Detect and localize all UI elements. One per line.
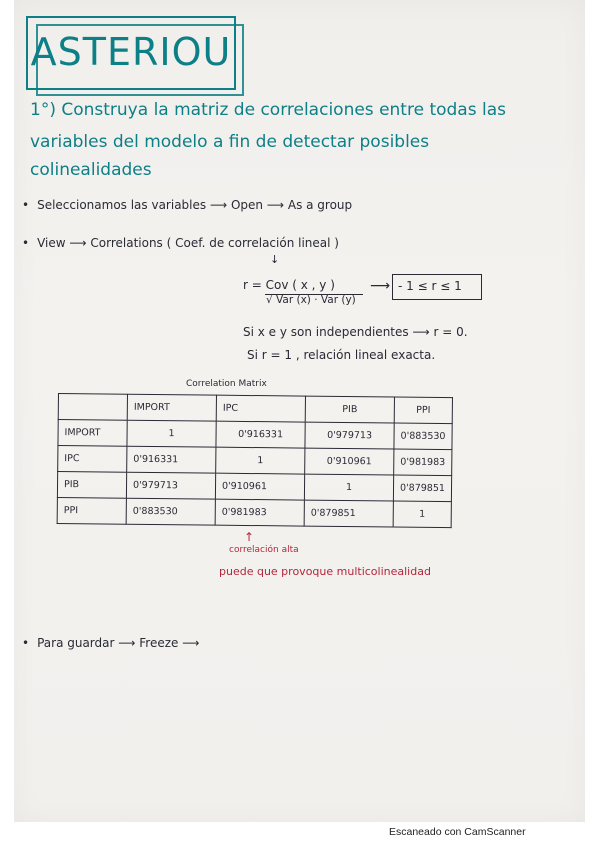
table-cell: 0'879851 <box>393 475 451 502</box>
table-cell: 0'883530 <box>394 423 452 450</box>
table-header-cell: IMPORT <box>127 394 216 421</box>
independence-note: Si x e y son independientes ⟶ r = 0. <box>243 325 468 339</box>
bullet-select-variables: • Seleccionamos las variables ⟶ Open ⟶ As a group <box>22 198 352 212</box>
table-row-label: IPC <box>58 446 127 473</box>
table-cell: 0'910961 <box>215 473 304 500</box>
table-cell: 1 <box>393 501 451 528</box>
bullet-view-correlations: • View ⟶ Correlations ( Coef. de correlación lineal ) <box>22 236 339 250</box>
title-box <box>26 16 236 90</box>
page-title: ASTERIOU <box>30 30 232 74</box>
arrow-up-icon: ↑ <box>244 530 255 544</box>
question-line-3: colinealidades <box>30 160 152 180</box>
table-header-cell: IPC <box>216 395 305 422</box>
arrow-right-icon: ⟶ <box>370 278 391 294</box>
table-header-cell: PIB <box>305 396 394 423</box>
table-row <box>58 420 452 450</box>
table-cell: 0'916331 <box>216 421 305 448</box>
table-cell: 0'910961 <box>305 448 394 475</box>
range-text: - 1 ≤ r ≤ 1 <box>398 279 462 293</box>
table-header-cell: PPI <box>394 397 452 424</box>
table-cell: 0'879851 <box>304 500 393 527</box>
exact-relation-note: Si r = 1 , relación lineal exacta. <box>247 348 436 362</box>
table-cell <box>58 394 127 421</box>
table-header-row <box>58 394 452 424</box>
correlation-table <box>57 393 453 528</box>
table-row <box>57 497 451 527</box>
table-cell: 0'979713 <box>305 422 394 449</box>
table-row-label: PPI <box>57 497 126 524</box>
correlation-matrix-title: Correlation Matrix <box>186 379 267 389</box>
question-line-1: 1°) Construya la matriz de correlaciones entre todas las <box>30 100 506 120</box>
table-cell: 0'883530 <box>126 498 215 525</box>
arrow-down-icon: ↓ <box>270 253 280 266</box>
table-cell: 0'916331 <box>127 446 216 473</box>
bullet-save-freeze: • Para guardar ⟶ Freeze ⟶ <box>22 636 199 650</box>
formula-numerator: r = Cov ( x , y ) <box>243 278 335 292</box>
table-cell: 1 <box>304 474 393 501</box>
multicollinearity-note: puede que provoque multicolinealidad <box>219 565 431 578</box>
formula-denominator: √ Var (x) · Var (y) <box>266 294 356 306</box>
table-cell: 0'981983 <box>215 499 304 526</box>
table-row-label: PIB <box>57 472 126 499</box>
table-cell: 0'981983 <box>394 449 452 476</box>
table-row-label: IMPORT <box>58 420 127 447</box>
table-cell: 1 <box>216 447 305 474</box>
table-cell: 0'979713 <box>126 472 215 499</box>
high-correlation-note: correlación alta <box>229 545 299 555</box>
table-cell: 1 <box>127 420 216 447</box>
scanner-watermark: Escaneado con CamScanner <box>389 826 526 838</box>
table-row <box>58 446 452 476</box>
question-line-2: variables del modelo a fin de detectar posibles <box>30 132 430 152</box>
table-row <box>57 472 451 502</box>
